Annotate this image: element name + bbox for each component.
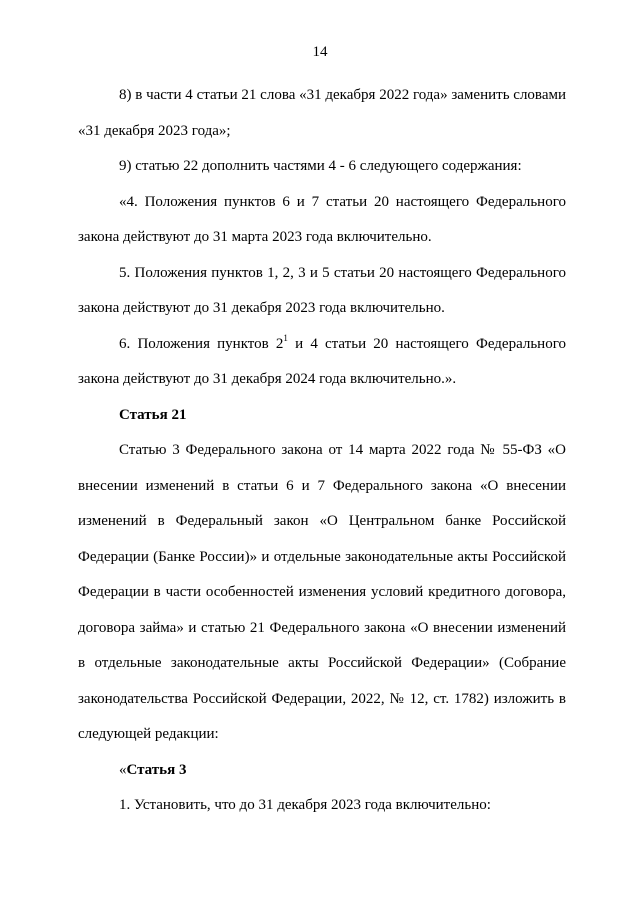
paragraph-part-4: «4. Положения пунктов 6 и 7 статьи 20 настоящего Федерального закона действуют до 31 марта 2023 года включительно.: [78, 193, 566, 245]
superscript-index: 1: [283, 332, 288, 343]
paragraph-item-8: 8) в части 4 статьи 21 слова «31 декабря 2022 года» заменить словами «31 декабря 2023 года»;: [78, 87, 566, 139]
opening-quote: «: [119, 761, 127, 778]
paragraph-article-3-item-1: 1. Установить, что до 31 декабря 2023 года включительно:: [119, 797, 491, 813]
article-heading-21: Статья 21: [119, 406, 187, 423]
paragraph-part-5: 5. Положения пунктов 1, 2, 3 и 5 статьи 20 настоящего Федерального закона действуют до 31 декабря 2023 года включительно.: [78, 264, 566, 316]
paragraph-part-6: [78, 327, 566, 398]
paragraph-article-21-body: Статью 3 Федерального закона от 14 марта 2022 года № 55-ФЗ «О внесении изменений в статьи 6 и 7 Федерального закона «О внесении изменений в Федеральный закон «О Центральном банке Российской Федерации (Банке России)» и отдельные законодательные акты Российской Федерации в части особенностей изменения условий кредитного договора, договора займа» и статью 21 Федерального закона «О внесении изменений в отдельные законодательные акты Российской Федерации» (Собрание законодательства Российской Федерации, 2022, № 12, ст. 1782) изложить в следующей редакции:: [78, 442, 566, 742]
page-number: 14: [312, 44, 328, 60]
article-heading-3: [78, 753, 566, 789]
article-heading-3-text: Статья 3: [126, 761, 187, 778]
document-body: [78, 78, 566, 824]
paragraph-part-6-end: и 4 статьи 20 настоящего Федерального закона действуют до 31 декабря 2024 года включительно.».: [78, 335, 566, 387]
paragraph-item-9: 9) статью 22 дополнить частями 4 - 6 следующего содержания:: [119, 158, 522, 174]
paragraph-part-6-start: 6. Положения пунктов 2: [119, 335, 284, 352]
